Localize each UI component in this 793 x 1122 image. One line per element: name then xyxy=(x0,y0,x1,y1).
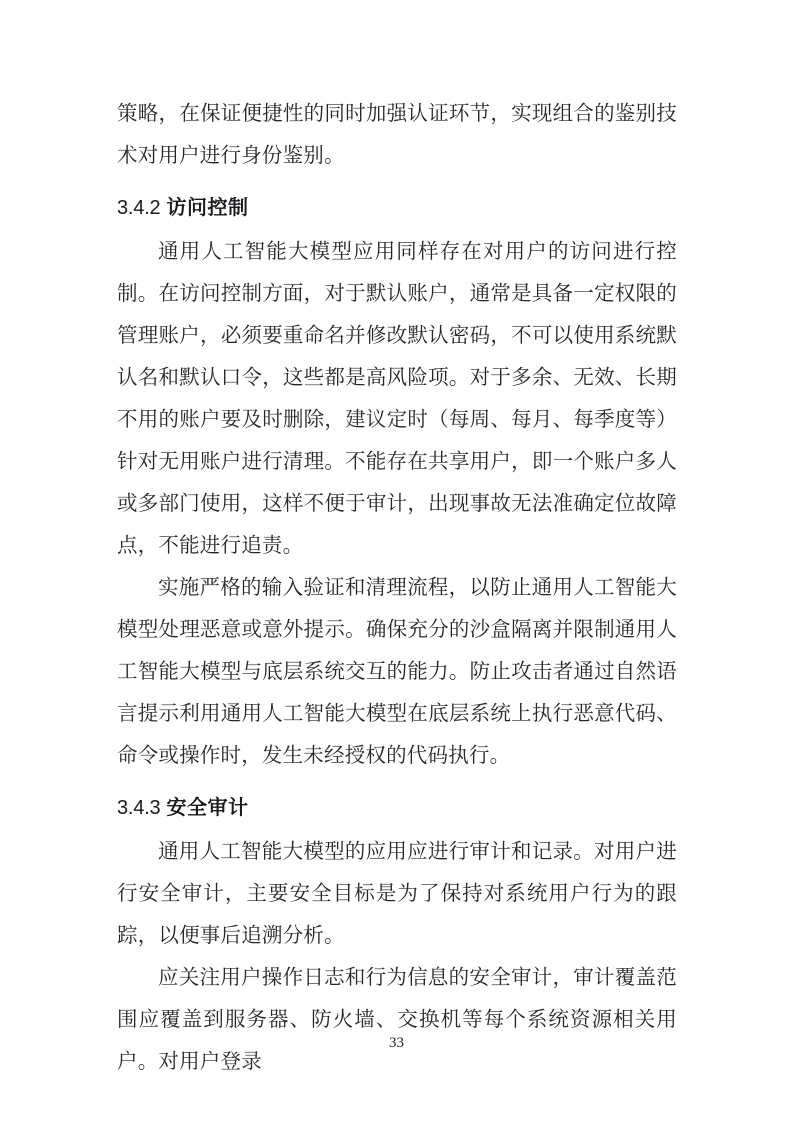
section-heading-3-4-3 xyxy=(117,787,677,829)
page-number: 33 xyxy=(389,1035,404,1051)
section-title: 安全审计 xyxy=(166,797,249,819)
section-number: 3.4.2 xyxy=(117,197,161,219)
paragraph-continuation: 策略，在保证便捷性的同时加强认证环节，实现组合的鉴别技术对用户进行身份鉴别。 xyxy=(117,103,677,167)
paragraph-security-audit-2: 应关注用户操作日志和行为信息的安全审计，审计覆盖范围应覆盖到服务器、防火墙、交换机等每个系统资源相关用户。对用户登录 xyxy=(117,967,677,1073)
section-heading-3-4-2 xyxy=(117,187,677,229)
page-content xyxy=(117,93,677,1083)
paragraph-access-control-2: 实施严格的输入验证和清理流程，以防止通用人工智能大模型处理恶意或意外提示。确保充分的沙盒隔离并限制通用人工智能大模型与底层系统交互的能力。防止攻击者通过自然语言提示利用通用人工智能大模型在底层系统上执行恶意代码、命令或操作时，发生未经授权的代码执行。 xyxy=(117,577,677,767)
paragraph-security-audit-1: 通用人工智能大模型的应用应进行审计和记录。对用户进行安全审计，主要安全目标是为了保持对系统用户行为的跟踪，以便事后追溯分析。 xyxy=(117,841,677,947)
paragraph-access-control-1: 通用人工智能大模型应用同样存在对用户的访问进行控制。在访问控制方面，对于默认账户，通常是具备一定权限的管理账户，必须要重命名并修改默认密码，不可以使用系统默认名和默认口令，这些都是高风险项。对于多余、无效、长期不用的账户要及时删除，建议定时（每周、每月、每季度等）针对无用账户进行清理。不能存在共享用户，即一个账户多人或多部门使用，这样不便于审计，出现事故无法准确定位故障点，不能进行追责。 xyxy=(117,241,677,557)
section-number: 3.4.3 xyxy=(117,797,161,819)
section-title: 访问控制 xyxy=(166,197,249,219)
